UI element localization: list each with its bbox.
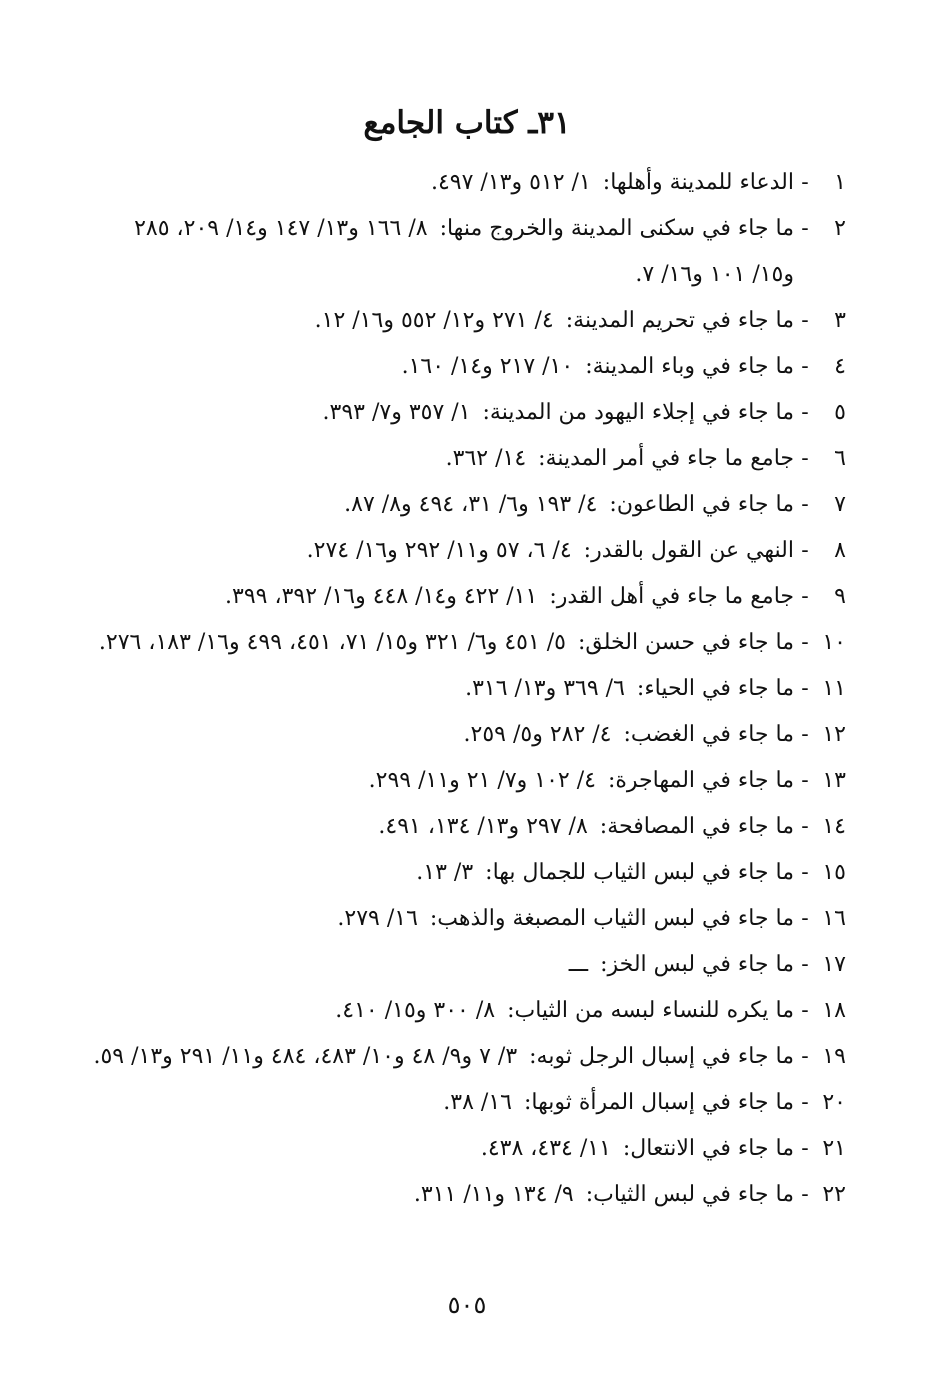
entry-number: ١٩	[822, 1044, 846, 1069]
list-item	[86, 1034, 846, 1080]
chapter-title: ٣١ـ كتاب الجامع	[363, 105, 571, 141]
entry-body	[86, 850, 794, 896]
entry-dash: -	[801, 492, 809, 517]
list-item	[86, 712, 846, 758]
entry-references: ٩/ ١٣٤ و١١/ ٣١١.	[413, 1182, 574, 1207]
entry-references: ٣/ ٧ و٩/ ٤٨ و١٠/ ٤٨٣، ٤٨٤ و١١/ ٢٩١ و١٣/ ٥٩.	[93, 1044, 518, 1069]
entry-dash: -	[801, 1136, 809, 1161]
list-item	[86, 666, 846, 712]
entry-number: ١٥	[822, 860, 846, 885]
entry-body	[86, 436, 794, 482]
entry-body	[86, 482, 794, 528]
entry-number: ١٢	[822, 722, 846, 747]
entry-references: ٤/ ٢٨٢ و٥/ ٢٥٩.	[463, 722, 612, 747]
list-item	[86, 344, 846, 390]
entry-number: ٣	[834, 308, 846, 333]
entry-dash: -	[801, 1182, 809, 1207]
entry-dash: -	[801, 400, 809, 425]
entry-label: ما جاء في وباء المدينة:	[585, 354, 794, 379]
entry-references: ٤/ ١٠٢ و٧/ ٢١ و١١/ ٢٩٩.	[368, 768, 596, 793]
entry-number: ١٧	[822, 952, 846, 977]
list-item	[86, 850, 846, 896]
entry-body	[86, 758, 794, 804]
entry-body	[86, 1034, 794, 1080]
entry-references: ١١/ ٤٢٢ و١٤/ ٤٤٨ و١٦/ ٣٩٢، ٣٩٩.	[225, 584, 538, 609]
entry-dash: -	[801, 216, 809, 241]
entry-references: ٤/ ٦، ٥٧ و١١/ ٢٩٢ و١٦/ ٢٧٤.	[306, 538, 572, 563]
list-item	[86, 942, 846, 988]
entry-number: ١٨	[822, 998, 846, 1023]
entry-body	[86, 390, 794, 436]
entry-body	[86, 160, 794, 206]
entry-body	[86, 206, 794, 298]
entry-label: ما جاء في سكنى المدينة والخروج منها:	[439, 216, 794, 241]
entry-dash: -	[801, 952, 809, 977]
entry-body	[86, 988, 794, 1034]
list-item	[86, 988, 846, 1034]
entry-label: ما جاء في الطاعون:	[609, 492, 794, 517]
list-item	[86, 1126, 846, 1172]
entry-body	[86, 528, 794, 574]
entry-dash: -	[801, 538, 809, 563]
entry-label: ما جاء في المهاجرة:	[607, 768, 794, 793]
entry-number: ١	[834, 170, 846, 195]
list-item	[86, 436, 846, 482]
list-item	[86, 482, 846, 528]
entry-number: ١٣	[822, 768, 846, 793]
list-item	[86, 804, 846, 850]
entry-label: ما جاء في لبس الثياب:	[585, 1182, 794, 1207]
entry-references: ١١/ ٤٣٤، ٤٣٨.	[480, 1136, 611, 1161]
entry-dash: -	[801, 676, 809, 701]
entry-number: ٢٠	[822, 1090, 846, 1115]
entry-label: ما جاء في الغضب:	[623, 722, 794, 747]
entry-label: جامع ما جاء في أهل القدر:	[549, 584, 794, 609]
entry-number: ١٠	[822, 630, 846, 655]
entry-references: ٨/ ١٦٦ و١٣/ ١٤٧ و١٤/ ٢٠٩، ٢٨٥ و١٥/ ١٠١ و١٦/ ٧.	[134, 216, 794, 287]
list-item	[86, 298, 846, 344]
entry-body	[86, 666, 794, 712]
entry-label: النهي عن القول بالقدر:	[583, 538, 794, 563]
entry-dash: -	[801, 584, 809, 609]
entry-label: ما جاء في إسبال الرجل ثوبه:	[529, 1044, 794, 1069]
entry-number: ١٤	[822, 814, 846, 839]
list-item	[86, 1080, 846, 1126]
page-number: ٥٠٥	[447, 1291, 487, 1319]
entry-dash: -	[801, 308, 809, 333]
entry-references: ٦/ ٣٦٩ و١٣/ ٣١٦.	[465, 676, 625, 701]
entry-references: ١٤/ ٣٦٢.	[445, 446, 527, 471]
entry-body	[86, 298, 794, 344]
entry-references: ٤/ ٢٧١ و١٢/ ٥٥٢ و١٦/ ١٢.	[314, 308, 554, 333]
list-item	[86, 896, 846, 942]
entry-list	[86, 160, 846, 1218]
entry-label: الدعاء للمدينة وأهلها:	[602, 170, 794, 195]
entry-dash: -	[801, 768, 809, 793]
entry-label: ما جاء في الحياء:	[636, 676, 794, 701]
list-item	[86, 1172, 846, 1218]
entry-dash: -	[801, 814, 809, 839]
entry-number: ٥	[834, 400, 846, 425]
entry-references: ٨/ ٣٠٠ و١٥/ ٤١٠.	[335, 998, 496, 1023]
entry-number: ٢٢	[822, 1182, 846, 1207]
entry-dash: -	[801, 722, 809, 747]
entry-body	[86, 942, 794, 988]
entry-body	[86, 344, 794, 390]
entry-dash: -	[801, 630, 809, 655]
entry-body	[86, 1172, 794, 1218]
entry-label: ما جاء في تحريم المدينة:	[565, 308, 794, 333]
entry-body	[86, 896, 794, 942]
entry-number: ١١	[822, 676, 846, 701]
entry-body	[86, 1126, 794, 1172]
entry-dash: -	[801, 1044, 809, 1069]
entry-label: ما جاء في إجلاء اليهود من المدينة:	[482, 400, 794, 425]
entry-number: ٨	[834, 538, 846, 563]
entry-references: ١٦/ ٢٧٩.	[337, 906, 418, 931]
entry-references: ١٦/ ٣٨.	[443, 1090, 512, 1115]
entry-label: ما جاء في حسن الخلق:	[578, 630, 794, 655]
entry-references: ـــ	[568, 952, 589, 977]
entry-references: ٤/ ١٩٣ و٦/ ٣١، ٤٩٤ و٨/ ٨٧.	[344, 492, 598, 517]
entry-label: جامع ما جاء في أمر المدينة:	[538, 446, 794, 471]
entry-references: ٣/ ١٣.	[416, 860, 474, 885]
entry-dash: -	[801, 354, 809, 379]
entry-references: ١/ ٥١٢ و١٣/ ٤٩٧.	[430, 170, 591, 195]
entry-number: ٢	[834, 216, 846, 241]
entry-number: ٩	[834, 584, 846, 609]
entry-body	[86, 804, 794, 850]
entry-dash: -	[801, 860, 809, 885]
list-item	[86, 574, 846, 620]
entry-label: ما جاء في إسبال المرأة ثوبها:	[523, 1090, 794, 1115]
entry-label: ما جاء في لبس الثياب المصبغة والذهب:	[429, 906, 794, 931]
entry-label: ما جاء في الانتعال:	[622, 1136, 794, 1161]
entry-references: ٥/ ٤٥١ و٦/ ٣٢١ و١٥/ ٧١، ٤٥١، ٤٩٩ و١٦/ ١٨٣، ٢٧٦.	[98, 630, 566, 655]
entry-body	[86, 620, 794, 666]
entry-label: ما يكره للنساء لبسه من الثياب:	[507, 998, 794, 1023]
entry-body	[86, 712, 794, 758]
entry-references: ٨/ ٢٩٧ و١٣/ ١٣٤، ٤٩١.	[378, 814, 588, 839]
entry-label: ما جاء في المصافحة:	[599, 814, 794, 839]
entry-label: ما جاء في لبس الثياب للجمال بها:	[485, 860, 794, 885]
entry-references: ١/ ٣٥٧ و٧/ ٣٩٣.	[322, 400, 471, 425]
entry-dash: -	[801, 170, 809, 195]
entry-number: ٧	[834, 492, 846, 517]
list-item	[86, 160, 846, 206]
entry-dash: -	[801, 998, 809, 1023]
entry-number: ١٦	[822, 906, 846, 931]
entry-dash: -	[801, 446, 809, 471]
list-item	[86, 528, 846, 574]
list-item	[86, 758, 846, 804]
entry-body	[86, 1080, 794, 1126]
entry-label: ما جاء في لبس الخز:	[600, 952, 794, 977]
list-item	[86, 620, 846, 666]
entry-number: ٦	[834, 446, 846, 471]
entry-number: ٤	[834, 354, 846, 379]
entry-dash: -	[801, 906, 809, 931]
entry-references: ١٠/ ٢١٧ و١٤/ ١٦٠.	[401, 354, 574, 379]
list-item	[86, 206, 846, 298]
entry-body	[86, 574, 794, 620]
entry-number: ٢١	[822, 1136, 846, 1161]
list-item	[86, 390, 846, 436]
entry-dash: -	[801, 1090, 809, 1115]
